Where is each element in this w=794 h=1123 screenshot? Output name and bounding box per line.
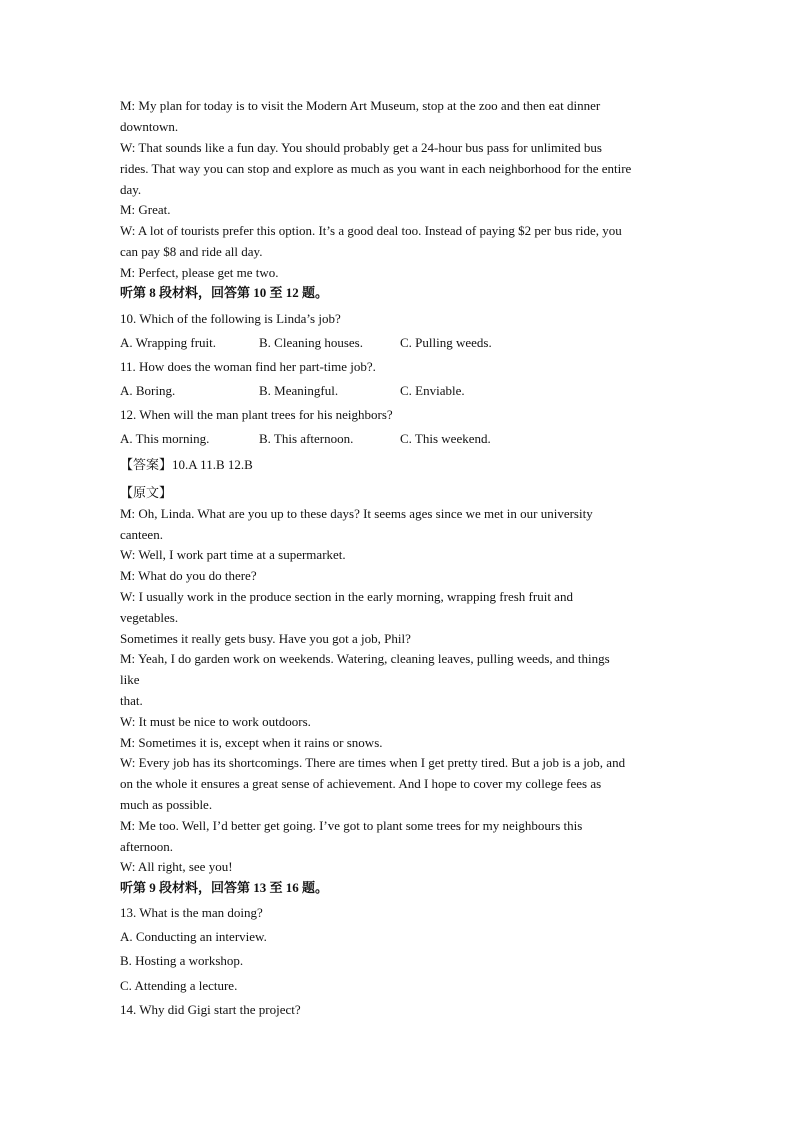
dialogue-line: W: A lot of tourists prefer this option. It’s a good deal too. Instead of paying $2 per bus ride, you bbox=[120, 223, 622, 238]
dialogue-line: M: Perfect, please get me two. bbox=[120, 265, 279, 280]
dialogue-line: M: What do you do there? bbox=[120, 568, 257, 583]
dialogue-line: canteen. bbox=[120, 527, 163, 542]
option-a: A. This morning. bbox=[120, 431, 210, 446]
question-stem: 11. How does the woman find her part-time job?. bbox=[120, 359, 376, 374]
dialogue-line: vegetables. bbox=[120, 610, 179, 625]
dialogue-line: W: It must be nice to work outdoors. bbox=[120, 714, 311, 729]
dialogue-line: W: Every job has its shortcomings. There are times when I get pretty tired. But a job is a job, and bbox=[120, 755, 626, 770]
option-c: C. Enviable. bbox=[400, 383, 465, 398]
dialogue-line: Sometimes it really gets busy. Have you got a job, Phil? bbox=[120, 631, 411, 646]
dialogue-line: M: Me too. Well, I’d better get going. I’ve got to plant some trees for my neighbours this bbox=[120, 818, 583, 833]
option-b: B. Hosting a workshop. bbox=[120, 953, 244, 968]
dialogue-line: that. bbox=[120, 693, 143, 708]
option-b: B. Cleaning houses. bbox=[259, 335, 363, 350]
dialogue-line: on the whole it ensures a great sense of achievement. And I hope to cover my college fees as bbox=[120, 776, 602, 791]
section-heading: 听第 9 段材料，回答第 13 至 16 题。 bbox=[120, 880, 329, 895]
dialogue-line: W: Well, I work part time at a supermarket. bbox=[120, 547, 346, 562]
question-stem: 12. When will the man plant trees for his neighbors? bbox=[120, 407, 393, 422]
option-a: A. Conducting an interview. bbox=[120, 929, 267, 944]
question-stem: 14. Why did Gigi start the project? bbox=[120, 1002, 301, 1017]
option-b: B. This afternoon. bbox=[259, 431, 354, 446]
answer-key: 【答案】10.A 11.B 12.B bbox=[120, 457, 253, 472]
dialogue-line: M: Great. bbox=[120, 202, 171, 217]
dialogue-line: day. bbox=[120, 182, 142, 197]
dialogue-line: rides. That way you can stop and explore as much as you want in each neighborhood for the entire bbox=[120, 161, 632, 176]
section-heading: 听第 8 段材料，回答第 10 至 12 题。 bbox=[120, 285, 329, 300]
dialogue-line: much as possible. bbox=[120, 797, 213, 812]
option-c: C. This weekend. bbox=[400, 431, 491, 446]
option-c: C. Pulling weeds. bbox=[400, 335, 492, 350]
dialogue-line: can pay $8 and ride all day. bbox=[120, 244, 263, 259]
option-c: C. Attending a lecture. bbox=[120, 978, 238, 993]
dialogue-line: M: Sometimes it is, except when it rains or snows. bbox=[120, 735, 383, 750]
dialogue-line: like bbox=[120, 672, 140, 687]
question-stem: 10. Which of the following is Linda’s job? bbox=[120, 311, 341, 326]
question-stem: 13. What is the man doing? bbox=[120, 905, 263, 920]
dialogue-line: M: Oh, Linda. What are you up to these days? It seems ages since we met in our university bbox=[120, 506, 593, 521]
dialogue-line: W: That sounds like a fun day. You should probably get a 24-hour bus pass for unlimited bus bbox=[120, 140, 602, 155]
option-b: B. Meaningful. bbox=[259, 383, 339, 398]
dialogue-line: downtown. bbox=[120, 119, 179, 134]
transcript-label: 【原文】 bbox=[120, 485, 173, 500]
dialogue-line: M: My plan for today is to visit the Modern Art Museum, stop at the zoo and then eat dinner bbox=[120, 98, 601, 113]
option-a: A. Wrapping fruit. bbox=[120, 335, 216, 350]
dialogue-line: afternoon. bbox=[120, 839, 174, 854]
dialogue-line: W: I usually work in the produce section in the early morning, wrapping fresh fruit and bbox=[120, 589, 573, 604]
option-a: A. Boring. bbox=[120, 383, 176, 398]
dialogue-line: W: All right, see you! bbox=[120, 859, 233, 874]
dialogue-line: M: Yeah, I do garden work on weekends. Watering, cleaning leaves, pulling weeds, and things bbox=[120, 651, 610, 666]
